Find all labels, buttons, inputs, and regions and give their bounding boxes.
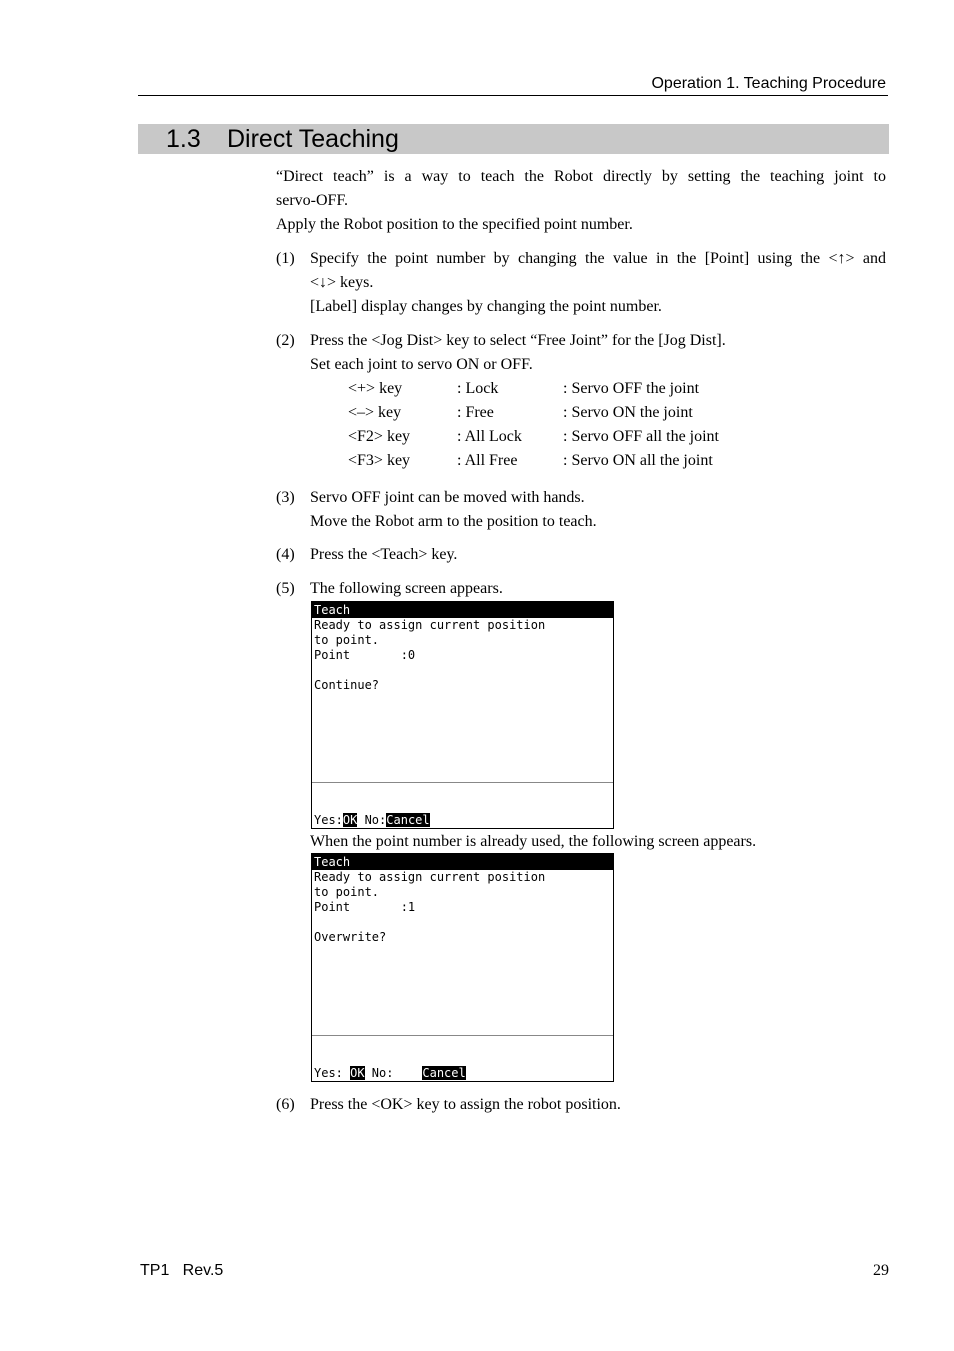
yes-label: Yes:	[314, 1066, 351, 1080]
key-table-row	[348, 401, 848, 425]
step-4-number: (4)	[276, 546, 295, 563]
screen-point-line: Point :0	[314, 648, 416, 662]
step-3-line-2: Move the Robot arm to the position to teach.	[310, 513, 597, 530]
key-action: : All Lock	[457, 428, 522, 445]
footer-doc-id: TP1 Rev.5	[140, 1262, 224, 1279]
step-1-line-1: Specify the point number by changing the value in the [Point] using the <↑> and	[310, 250, 886, 267]
screen-prompt: Overwrite?	[314, 930, 387, 944]
step-3-number: (3)	[276, 489, 295, 506]
step-2-line-2: Set each joint to servo ON or OFF.	[310, 356, 533, 373]
step-2-line-1: Press the <Jog Dist> key to select “Free Joint” for the [Jog Dist].	[310, 332, 726, 349]
key-description: : Servo ON the joint	[563, 404, 693, 421]
ok-softkey[interactable]: OK	[350, 1066, 365, 1080]
intro-line-3: Apply the Robot position to the specified point number.	[276, 216, 633, 233]
screen-divider	[312, 782, 613, 783]
cancel-softkey[interactable]: Cancel	[422, 1066, 466, 1080]
key-table-row	[348, 377, 848, 401]
key-name: <F2> key	[348, 428, 411, 445]
running-header	[138, 74, 888, 96]
screen-text-line: to point.	[314, 885, 380, 899]
key-table-row	[348, 449, 848, 473]
key-name: <F3> key	[348, 452, 411, 469]
key-action: : Lock	[457, 380, 499, 397]
running-header-title: Operation 1. Teaching Procedure	[651, 75, 886, 92]
step-5-after-screen: When the point number is already used, the following screen appears.	[310, 833, 757, 850]
screen-title-bar	[312, 602, 613, 618]
step-3-line-1: Servo OFF joint can be moved with hands.	[310, 489, 585, 506]
step-6-number: (6)	[276, 1096, 295, 1113]
intro-line-1: “Direct teach” is a way to teach the Robot directly by setting the teaching joint to	[276, 168, 886, 185]
step-4-line-1: Press the <Teach> key.	[310, 546, 458, 563]
section-heading	[138, 124, 889, 154]
key-table-row	[348, 425, 848, 449]
no-label: No:	[364, 1066, 423, 1080]
screen-softkeys	[314, 813, 430, 827]
teach-screen-overwrite	[311, 853, 614, 1082]
screen-text-line: Ready to assign current position	[314, 870, 546, 884]
screen-title-bar	[312, 854, 613, 870]
step-2-number: (2)	[276, 332, 295, 349]
screen-divider	[312, 1035, 613, 1036]
key-action: : Free	[457, 404, 494, 421]
key-description: : Servo ON all the joint	[563, 452, 713, 469]
ok-softkey[interactable]: OK	[342, 813, 358, 827]
teach-screen-continue	[311, 601, 614, 829]
key-action: : All Free	[457, 452, 518, 469]
step-1-number: (1)	[276, 250, 295, 267]
screen-point-line: Point :1	[314, 900, 416, 914]
step-1-line-2: <↓> keys.	[310, 274, 374, 291]
yes-label: Yes:	[314, 813, 343, 827]
screen-softkeys	[314, 1066, 466, 1080]
section-number: 1.3	[166, 125, 201, 153]
screen-text-line: Ready to assign current position	[314, 618, 546, 632]
screen-title: Teach	[314, 603, 351, 617]
key-name: <+> key	[348, 380, 403, 397]
step-6-line-1: Press the <OK> key to assign the robot position.	[310, 1096, 621, 1113]
screen-prompt: Continue?	[314, 678, 380, 692]
step-1-line-3: [Label] display changes by changing the point number.	[310, 298, 662, 315]
step-5-line-1: The following screen appears.	[310, 580, 503, 597]
section-title: Direct Teaching	[227, 125, 399, 153]
intro-line-2: servo-OFF.	[276, 192, 349, 209]
page-number: 29	[873, 1262, 889, 1279]
screen-title: Teach	[314, 855, 351, 869]
screen-text-line: to point.	[314, 633, 380, 647]
key-name: <–> key	[348, 404, 402, 421]
step-5-number: (5)	[276, 580, 295, 597]
no-label: No:	[357, 813, 387, 827]
key-description: : Servo OFF all the joint	[563, 428, 719, 445]
key-description: : Servo OFF the joint	[563, 380, 700, 397]
cancel-softkey[interactable]: Cancel	[386, 813, 430, 827]
